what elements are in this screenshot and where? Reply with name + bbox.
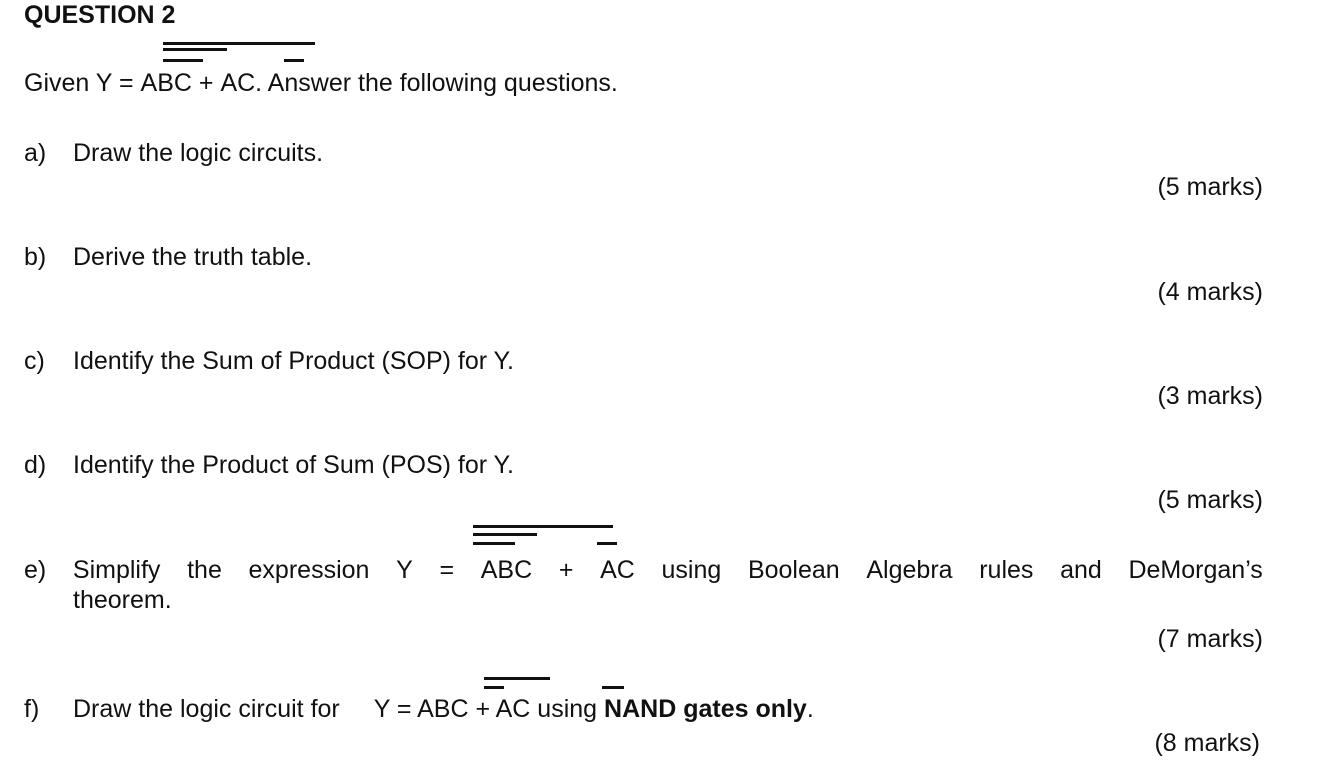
question-heading: QUESTION 2 [24, 1, 176, 29]
part-f-bold-text: NAND gates only [604, 695, 807, 723]
part-c [24, 346, 514, 376]
part-e-overbar-a [473, 542, 515, 545]
part-e-word: Boolean [747, 556, 840, 584]
part-f-label: f) [24, 695, 40, 723]
part-d-text: Identify the Product of Sum (POS) for Y. [73, 451, 514, 479]
part-e-word: = [439, 556, 455, 584]
intro-overbar-long [163, 42, 315, 45]
part-e-label: e) [24, 556, 47, 584]
part-e-word: and [1060, 556, 1102, 584]
part-f-text: Draw the logic circuit for [73, 695, 340, 723]
part-e-word: the [187, 556, 222, 584]
part-e-word: rules [979, 556, 1034, 584]
intro-line [24, 68, 618, 98]
part-b [24, 242, 312, 272]
part-e-expression-abc: ABC [480, 556, 533, 584]
part-a [24, 138, 323, 168]
part-e-word: Algebra [866, 556, 953, 584]
part-e-word: DeMorgan’s [1128, 556, 1263, 584]
part-e-line2: theorem. [73, 586, 172, 614]
intro-expression-ac: AC [220, 69, 256, 97]
part-a-marks: (5 marks) [1157, 173, 1263, 201]
part-d-label: d) [24, 451, 47, 479]
part-e-overbar-ab-outer [473, 533, 537, 536]
part-d-marks: (5 marks) [1157, 486, 1263, 514]
part-e-line1 [24, 554, 1263, 586]
part-f-marks: (8 marks) [1154, 729, 1260, 757]
part-e-word: using [661, 556, 722, 584]
intro-overbar-c [284, 59, 304, 62]
part-f-eq: Y = [373, 695, 418, 723]
part-e-word: + [558, 556, 574, 584]
part-e-word: Y [396, 556, 413, 584]
intro-overbar-a [163, 59, 203, 62]
part-e-overbar-c [597, 542, 617, 545]
part-f-overbar-c [602, 686, 624, 689]
part-c-label: c) [24, 347, 45, 375]
intro-prefix: Given Y = [24, 69, 141, 97]
part-f-expression-ac: AC [495, 695, 531, 723]
intro-plus: + [191, 69, 221, 97]
part-b-label: b) [24, 243, 47, 271]
part-f-using: using [530, 695, 605, 723]
part-e-overbar-long [473, 525, 613, 528]
intro-overbar-ab-outer [163, 48, 227, 51]
part-c-marks: (3 marks) [1157, 382, 1263, 410]
part-f [24, 694, 814, 724]
part-e-word: expression [248, 556, 370, 584]
intro-suffix: . Answer the following questions. [255, 69, 618, 97]
part-a-label: a) [24, 139, 47, 167]
part-f-overbar-long [484, 677, 550, 680]
part-e-marks: (7 marks) [1157, 625, 1263, 653]
part-f-end: . [806, 695, 814, 723]
part-b-text: Derive the truth table. [73, 243, 313, 271]
intro-expression-abc: ABC [140, 69, 192, 97]
part-b-marks: (4 marks) [1157, 278, 1263, 306]
part-a-text: Draw the logic circuits. [73, 139, 324, 167]
part-f-expression-abc: ABC [417, 695, 469, 723]
part-e-word: Simplify [72, 556, 161, 584]
part-d [24, 450, 514, 480]
part-f-plus: + [468, 695, 496, 723]
part-e [24, 554, 1263, 616]
part-f-overbar-a [484, 686, 504, 689]
part-c-text: Identify the Sum of Product (SOP) for Y. [73, 347, 514, 375]
part-e-expression-ac: AC [600, 556, 635, 584]
